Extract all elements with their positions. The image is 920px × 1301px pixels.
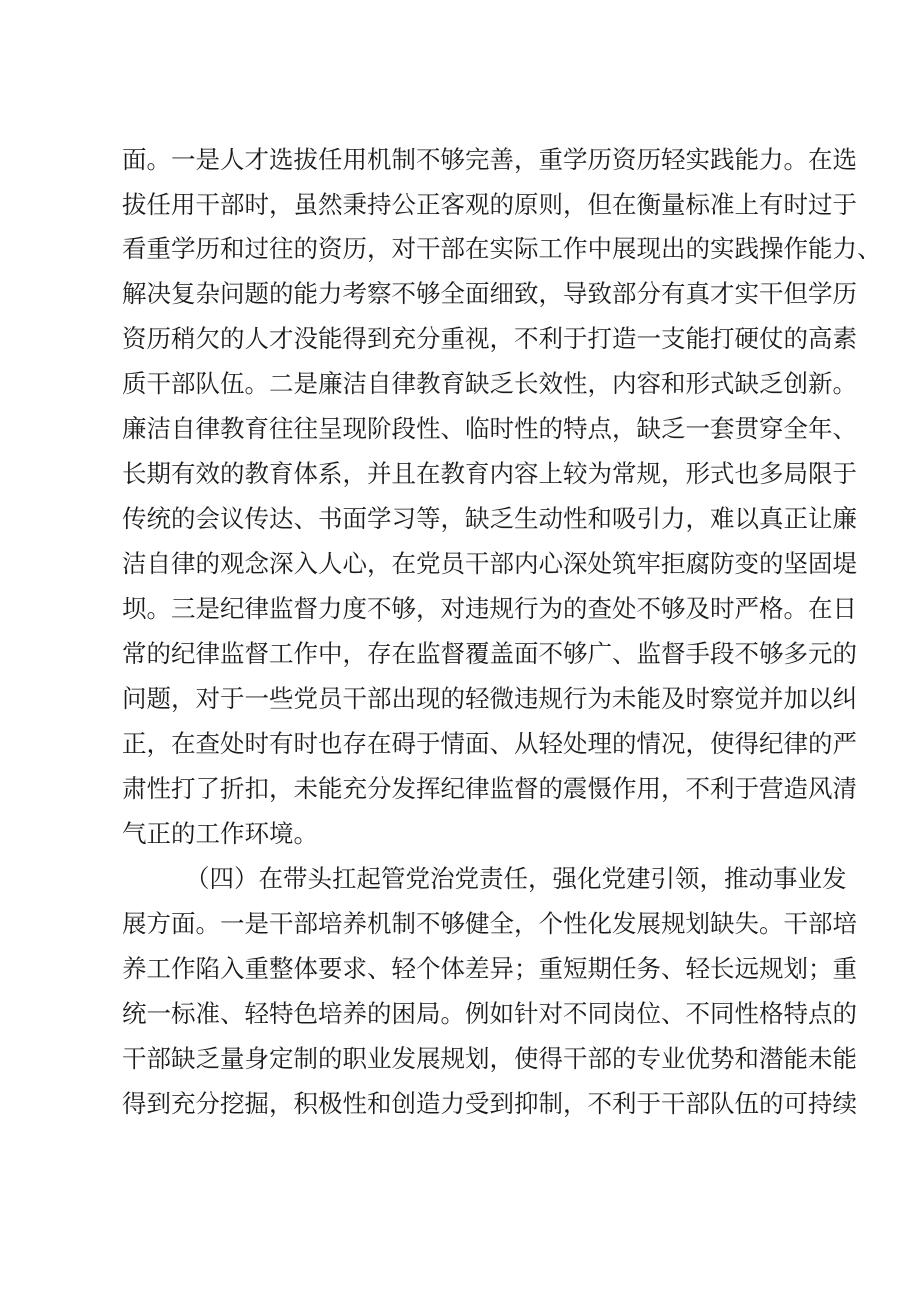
text-line: 展方面。一是干部培养机制不够健全，个性化发展规划缺失。干部培 — [122, 909, 857, 938]
text-line: 养工作陷入重整体要求、轻个体差异；重短期任务、轻长远规划；重 — [122, 954, 857, 983]
text-line: 肃性打了折扣，未能充分发挥纪律监督的震慑作用，不利于营造风清 — [122, 774, 857, 803]
text-line: 廉洁自律教育往往呈现阶段性、临时性的特点，缺乏一套贯穿全年、 — [122, 414, 857, 443]
text-line: 统一标准、轻特色培养的困局。例如针对不同岗位、不同性格特点的 — [122, 999, 857, 1028]
text-line: 长期有效的教育体系，并且在教育内容上较为常规，形式也多局限于 — [122, 459, 857, 488]
text-line: 正，在查处时有时也存在碍于情面、从轻处理的情况，使得纪律的严 — [122, 729, 857, 758]
text-line: 质干部队伍。二是廉洁自律教育缺乏长效性，内容和形式缺乏创新。 — [122, 369, 857, 398]
text-line: 问题，对于一些党员干部出现的轻微违规行为未能及时察觉并加以纠 — [122, 684, 857, 713]
text-line: 坝。三是纪律监督力度不够，对违规行为的查处不够及时严格。在日 — [122, 594, 857, 623]
text-line: 传统的会议传达、书面学习等，缺乏生动性和吸引力，难以真正让廉 — [122, 504, 857, 533]
text-line: 洁自律的观念深入人心，在党员干部内心深处筑牢拒腐防变的坚固堤 — [122, 549, 857, 578]
text-line: 拔任用干部时，虽然秉持公正客观的原则，但在衡量标准上有时过于 — [122, 190, 857, 219]
text-line: 气正的工作环境。 — [122, 819, 318, 848]
text-line: 面。一是人才选拔任用机制不够完善，重学历资历轻实践能力。在选 — [122, 145, 857, 174]
text-line: 资历稍欠的人才没能得到充分重视，不利于打造一支能打硬仗的高素 — [122, 324, 857, 353]
text-line: 干部缺乏量身定制的职业发展规划，使得干部的专业优势和潜能未能 — [122, 1044, 857, 1073]
section-heading-line: （四）在带头扛起管党治党责任，强化党建引领，推动事业发 — [185, 864, 847, 893]
text-line: 看重学历和过往的资历，对干部在实际工作中展现出的实践操作能力、 — [122, 234, 882, 263]
text-line: 解决复杂问题的能力考察不够全面细致，导致部分有真才实干但学历 — [122, 279, 857, 308]
text-line: 常的纪律监督工作中，存在监督覆盖面不够广、监督手段不够多元的 — [122, 639, 857, 668]
text-line: 得到充分挖掘，积极性和创造力受到抑制，不利于干部队伍的可持续 — [122, 1089, 857, 1118]
